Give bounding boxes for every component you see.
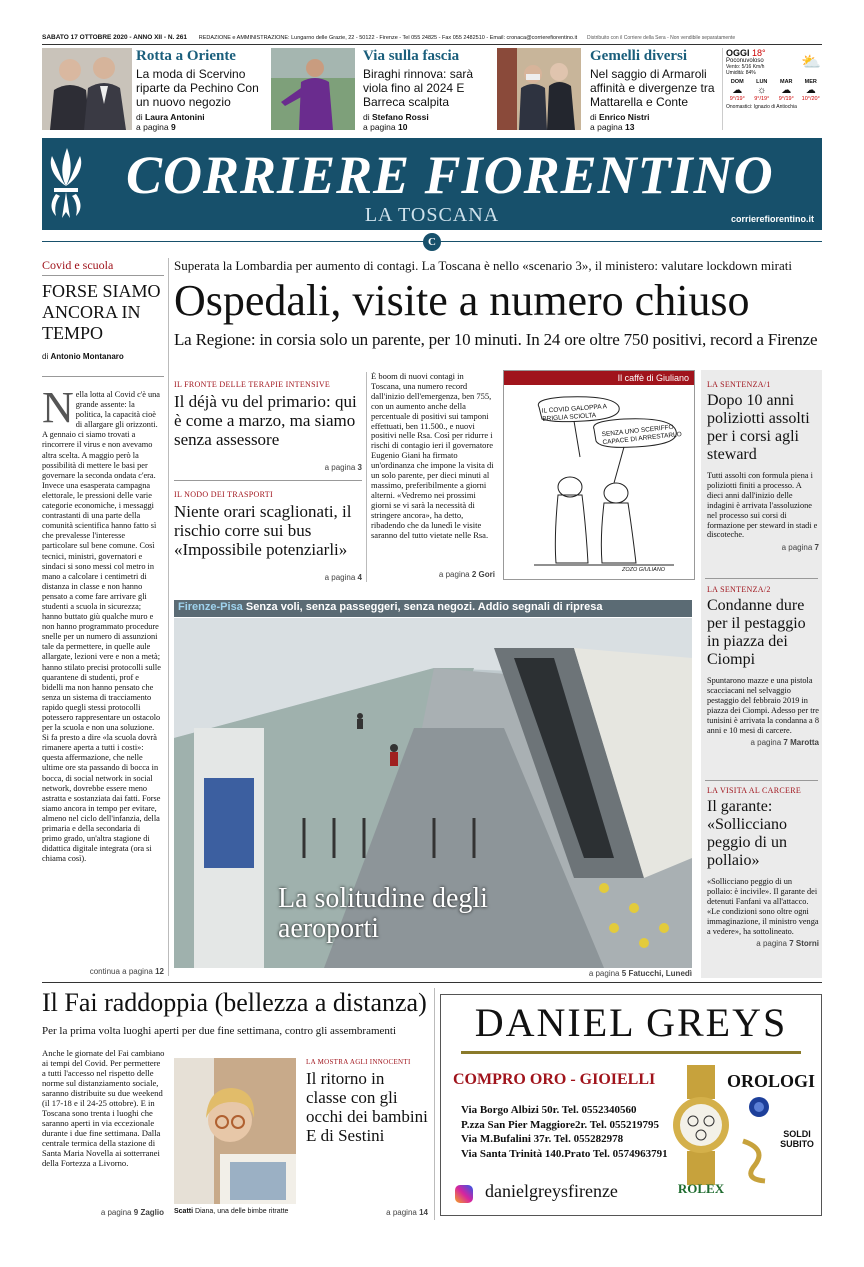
day-temps: 10°/20° — [801, 96, 820, 102]
today-label: OGGI — [726, 48, 750, 58]
teaser-photo-2 — [271, 48, 355, 130]
forecast-day — [775, 79, 798, 102]
teaser-author: Stefano Rossi — [372, 112, 429, 122]
lead-story-2[interactable] — [174, 490, 362, 582]
fai-headline[interactable]: Il Fai raddoppia (bellezza a distanza) — [42, 988, 427, 1017]
day-temps: 9°/19° — [754, 96, 770, 102]
address-line: Via Borgo Albizi 50r. Tel. 0552340560 — [461, 1104, 637, 1116]
teaser-title: Gemelli diversi — [590, 48, 688, 64]
story-kicker: LA SENTENZA/2 — [707, 585, 771, 594]
cartoon-box — [503, 370, 695, 580]
bubble-1: IL COVID GALOPPA A BRIGLIA SCIOLTA — [541, 403, 607, 423]
fai-body: Anche le giornate del Fai cambiano ai tempi del Covid. Per permettere a tutti l'accesso nel rispetto delle norme sul distanziamento sociale, saranno distribuite su due weekend (il 17-18 e il 24-25 ottobre). E in Toscana sono trenta i luoghi che saranno aperti in via eccezionale durante i due fine settimana. Dalla centrale termica della stazione di Santa Maria Novella ai sotterranei della Fortezza a Livorno. — [42, 1048, 165, 1168]
story-title: Il déjà vu del primario: qui è come a marzo, ma siamo senza assessore — [174, 392, 357, 449]
fai-ref[interactable] — [42, 1208, 164, 1217]
sun-icon: ☼ — [757, 85, 767, 96]
story-page: 4 — [357, 573, 362, 582]
editorial-title: FORSE SIAMO ANCORA IN TEMPO — [42, 281, 161, 343]
bubble-2: SENZA UNO SCERIFFO CAPACE DI ARRESTARLO — [601, 423, 683, 447]
fai-story-ref[interactable] — [306, 1208, 428, 1217]
lead-body: È boom di nuovi contagi in Toscana, una numero record dall'inizio dell'emergenza, ben 755, con un aumento anche della percentuale di positivi sui tamponi effettuati, ben 11.500., e nuovi positivi nelle Rsa. Così per ridurre i rischi di contagio ieri il governatore Eugenio Giani ha firmato un'ordinanza che impone la visita di un solo parente, per dieci minuti al massimo, preferibilmente a giorni alterni. «Vedremo nei prossimi giorni se vi sarà la necessità di stringere ancora», ha detto, ribadendo che da lunedì le visite saranno del tutto vietate nelle Rsa. — [371, 372, 494, 540]
story-page: 9 — [133, 1208, 139, 1217]
story-kicker: LA MOSTRA AGLI INNOCENTI — [306, 1058, 411, 1066]
fai-subhead: Per la prima volta luoghi aperti per due fine settimana, contro gli assembramenti — [42, 1025, 397, 1037]
sidebar-story-3[interactable] — [707, 786, 819, 948]
teaser-author: Laura Antonini — [145, 112, 205, 122]
lead-body-ref[interactable] — [371, 570, 495, 579]
today-temp: 18° — [752, 48, 766, 58]
story-kicker: LA VISITA AL CARCERE — [707, 786, 802, 795]
story-page: 3 — [357, 463, 362, 472]
address-line: P.zza San Pier Maggiore2r. Tel. 055219795 — [461, 1118, 659, 1131]
page-label: a pagina — [438, 570, 470, 579]
author-prefix: di — [590, 112, 597, 122]
story-author: Storni — [795, 939, 819, 949]
story-authors: Fatucchi, Lunedì — [628, 969, 692, 978]
teaser-author: Enrico Nistri — [599, 112, 650, 122]
saint-of-day: Onomastici: Ignazio di Antiochia — [726, 104, 797, 110]
ad-social[interactable]: danielgreysfirenze — [485, 1181, 618, 1201]
masthead-subtitle: LA TOSCANA — [364, 204, 500, 226]
teaser-text: Biraghi rinnova: sarà viola fino al 2024 E Barreca scalpita — [363, 67, 474, 109]
address-line: Via Santa Trinità 140.Prato Tel. 0574963791 — [461, 1147, 668, 1160]
watch-brand: ROLEX — [677, 1181, 725, 1196]
ad-brand: DANIEL GREYS — [474, 1000, 788, 1045]
cloud-icon: ☁ — [805, 85, 816, 96]
story-page: 14 — [419, 1208, 428, 1217]
fai-story[interactable] — [306, 1058, 428, 1145]
continue-page: 12 — [155, 967, 164, 976]
author-prefix: di — [136, 112, 143, 122]
story-page: 5 — [621, 969, 627, 978]
photo-overlay-title: La solitudine degli aeroporti — [278, 883, 488, 944]
partly-cloudy-icon: ⛅ — [801, 54, 821, 71]
teaser-1[interactable] — [136, 48, 264, 132]
page-label: a pagina — [750, 738, 782, 748]
day-label: MER — [804, 79, 817, 85]
teaser-2[interactable] — [363, 48, 488, 132]
teaser-page: 9 — [171, 122, 176, 132]
weather-box — [722, 48, 822, 130]
photo-place: Firenze-Pisa — [178, 601, 243, 613]
lead-overline: Superata la Lombardia per aumento di contagi. La Toscana è nello «scenario 3», il ministero: valutare lockdown mirati — [174, 258, 792, 273]
forecast-row — [726, 79, 822, 102]
masthead — [42, 138, 822, 230]
author-prefix: di — [363, 112, 370, 122]
page-label: a pagina — [100, 1208, 132, 1217]
author-prefix: di — [42, 352, 49, 361]
redazione: REDAZIONE e AMMINISTRAZIONE: Lungarno delle Grazie, 22 - 50122 - Firenze - Tel 055 24825 - Fax 055 2482510 - Email: cronaca@corrierefiorentino.it — [198, 35, 578, 41]
caption-text: Diana, una delle bimbe ritratte — [195, 1208, 289, 1215]
cloud-sun-icon: ☁ — [732, 85, 743, 96]
page-label: a pagina — [324, 463, 356, 472]
story-page: 7 — [814, 543, 819, 553]
photo-story-ref[interactable] — [470, 969, 692, 978]
masthead-title: CORRIERE FIORENTINO — [126, 145, 774, 205]
story-text: Spuntarono mazze e una pistola scacciacani nel selvaggio pestaggio del febbraio 2019 in piazza dei Ciompi. Adesso per tre tunisini è arrivata la condanna a 8 anni e 10 mesi di carcere. — [707, 676, 819, 735]
story-kicker: LA SENTENZA/1 — [707, 380, 771, 389]
teaser-title: Rotta a Oriente — [136, 48, 236, 64]
instagram-icon[interactable] — [455, 1185, 473, 1203]
editorial-body — [42, 390, 162, 962]
story-title: Niente orari scaglionati, il rischio corre sui bus «Impossibile potenziarli» — [174, 502, 352, 559]
lead-headline[interactable]: Ospedali, visite a numero chiuso — [174, 276, 750, 325]
sidebar-story-1[interactable] — [707, 380, 819, 552]
jewelry-icon — [737, 1135, 773, 1185]
page-label: a pagina — [363, 122, 396, 132]
day-label: DOM — [730, 79, 744, 85]
top-line — [42, 33, 842, 43]
logo-badge: C — [423, 233, 441, 251]
humidity: Umidità: 84% — [726, 70, 756, 76]
editorial-author: Antonio Montanaro — [50, 352, 124, 361]
photo-caption: Senza voli, senza passeggeri, senza negozi. Addio segnali di ripresa — [245, 601, 603, 613]
story-kicker: IL NODO DEI TRASPORTI — [174, 490, 273, 499]
story-text: Tutti assolti con formula piena i poliziotti finiti a processo. A dieci anni dall'inizio delle indagini è arrivata l'assoluzione nel processo sui corsi di formazione per steward in stadi e discoteche. — [707, 471, 818, 540]
today-desc: Poconuvoloso — [726, 58, 764, 64]
wind: Vento: 5/16 Km/h — [726, 64, 765, 70]
page-label: a pagina — [756, 939, 787, 949]
story-title: Dopo 10 anni poliziotti assolti per i corsi agli steward — [707, 392, 810, 463]
page-label: a pagina — [588, 969, 620, 978]
teaser-text: Nel saggio di Armaroli affinità e divergenze tra Mattarella e Conte — [590, 67, 715, 109]
photo-caption-bar — [174, 600, 692, 617]
ad-line-1: COMPRO ORO - GIOIELLI — [453, 1071, 656, 1088]
teaser-text: La moda di Scervino riparte da Pechino Con un nuovo negozio — [136, 67, 259, 109]
advert[interactable] — [440, 994, 822, 1216]
page-label: a pagina — [590, 122, 623, 132]
story-author: Zaglio — [140, 1208, 164, 1217]
story-page: 7 — [783, 738, 788, 748]
page-label: a pagina — [781, 543, 813, 553]
florence-lily-icon — [42, 138, 92, 230]
teaser-page: 10 — [398, 122, 408, 132]
cartoon-header: Il caffè di Giuliano — [504, 371, 694, 385]
issue-date: SABATO 17 OTTOBRE 2020 - ANNO XII - N. 261 — [42, 34, 187, 41]
story-author: Marotta — [790, 738, 819, 748]
caption-label: Scatti — [174, 1208, 194, 1215]
teaser-page: 13 — [625, 122, 635, 132]
airport-photo[interactable] — [174, 618, 692, 968]
ad-line-2: OROLOGI — [727, 1071, 816, 1091]
editorial-kicker: Covid e scuola — [42, 258, 164, 276]
day-label: LUN — [756, 79, 768, 85]
page-label: a pagina — [136, 122, 169, 132]
page-label: a pagina — [386, 1208, 417, 1217]
day-label: MAR — [779, 79, 793, 85]
story-title: Il garante: «Sollicciano peggio di un pollaio» — [707, 798, 787, 869]
watch-icon — [669, 1065, 733, 1185]
cartoon-signature: ZOZO GIULIANO — [622, 567, 666, 573]
ring-icon — [747, 1095, 771, 1119]
ad-addresses — [461, 1103, 668, 1161]
site-link[interactable]: corrierefiorentino.it — [730, 214, 814, 224]
story-title: Condanne dure per il pestaggio in piazza dei Ciompi — [707, 597, 806, 668]
story-kicker: IL FRONTE DELLE TERAPIE INTENSIVE — [174, 380, 331, 389]
distribuito: Distribuito con il Corriere della Sera - Non vendibile separatamente — [587, 35, 736, 41]
story-page: 7 — [789, 939, 794, 949]
day-temps: 9°/19° — [729, 96, 745, 102]
child-photo — [174, 1058, 296, 1204]
story-title: Il ritorno in classe con gli occhi dei bambini E di Sestini — [306, 1069, 428, 1145]
cloud-sun-icon: ☁ — [781, 85, 792, 96]
teaser-title: Via sulla fascia — [363, 48, 460, 64]
story-text: «Sollicciano peggio di un pollaio: è incivile». Il garante dei detenuti Fanfani va all'attacco. «Le condizioni sono oltre ogni immaginazione, il ministro venga a vedere», ha sottolineato. — [707, 877, 819, 936]
sidebar-story-2[interactable] — [707, 585, 819, 747]
editorial-text: ella lotta al Covid c'è una grande assente: la politica, la capacità cioè di allargare gli orizzonti. A gennaio ci siamo trovati a rincorrere il virus e non avevamo altra scelta. A maggio però la possibilità di mettere le basi per governare la seconda ondata c'era. Invece una esasperata campagna elettorale, le pressioni delle varie categorie economiche, i messaggi contrastanti di una parte della comunità scientifica hanno fatto sì che prevalesse l'interesse particolare sul bene comune. Così tecnici, ministri, governatori e sindaci si sono messi col metro in mano a calcolare i centimetri di distanza in classe e non hanno pensato a come fare arrivare gli studenti a scuola in sicurezza; hanno buttato giù qualche muro e non hanno programmato procedure snelle per un numero di assunzioni tale da permettere, in quelle aule allargate, lezioni vere e non a metà; hanno stilato precisi protocolli sulle quarantene di studenti, prof e bidelli ma non hanno pensato che senza un sistema di tracciamento rapido quegli stessi protocolli potessero rappresentare un ostacolo per la scuola e non una soluzione. Si fa presto a dire «la scuola dovrà rimanere aperta a tutti i costi»: questa affermazione, che nelle ultime ore sta passando di bocca in bocca, di social network in social network, dovrebbe essere meno astratta e sostanziata dai fatti. Forse siamo ancora in tempo per evitare, almeno nel ciclo dell'infanzia, della primaria e della secondaria di primo grado, un'altra stagione di didattica digitale integrata (ora si chiama così). — [42, 390, 161, 864]
editorial-column — [42, 258, 164, 361]
teaser-photo-1 — [42, 48, 132, 130]
lead-story-1[interactable] — [174, 380, 362, 472]
continue-label: continua a pagina — [89, 967, 153, 976]
body-page: 2 — [471, 570, 477, 579]
lead-subhead: La Regione: in corsia solo un parente, per 10 minuti. In 24 ore oltre 750 positivi, record a Firenze — [174, 330, 818, 349]
ad-badge: SOLDI SUBITO — [780, 1129, 814, 1149]
forecast-day — [800, 79, 823, 102]
editorial-continue[interactable] — [42, 967, 164, 976]
forecast-day — [751, 79, 774, 102]
drop-cap: N — [42, 390, 74, 432]
day-temps: 9°/19° — [778, 96, 794, 102]
page-label: a pagina — [324, 573, 356, 582]
teaser-photo-3 — [497, 48, 581, 130]
forecast-day — [726, 79, 749, 102]
address-line: Via M.Bufalini 37r. Tel. 055282978 — [461, 1133, 624, 1145]
teaser-3[interactable] — [590, 48, 720, 132]
body-author: Gori — [478, 570, 495, 579]
